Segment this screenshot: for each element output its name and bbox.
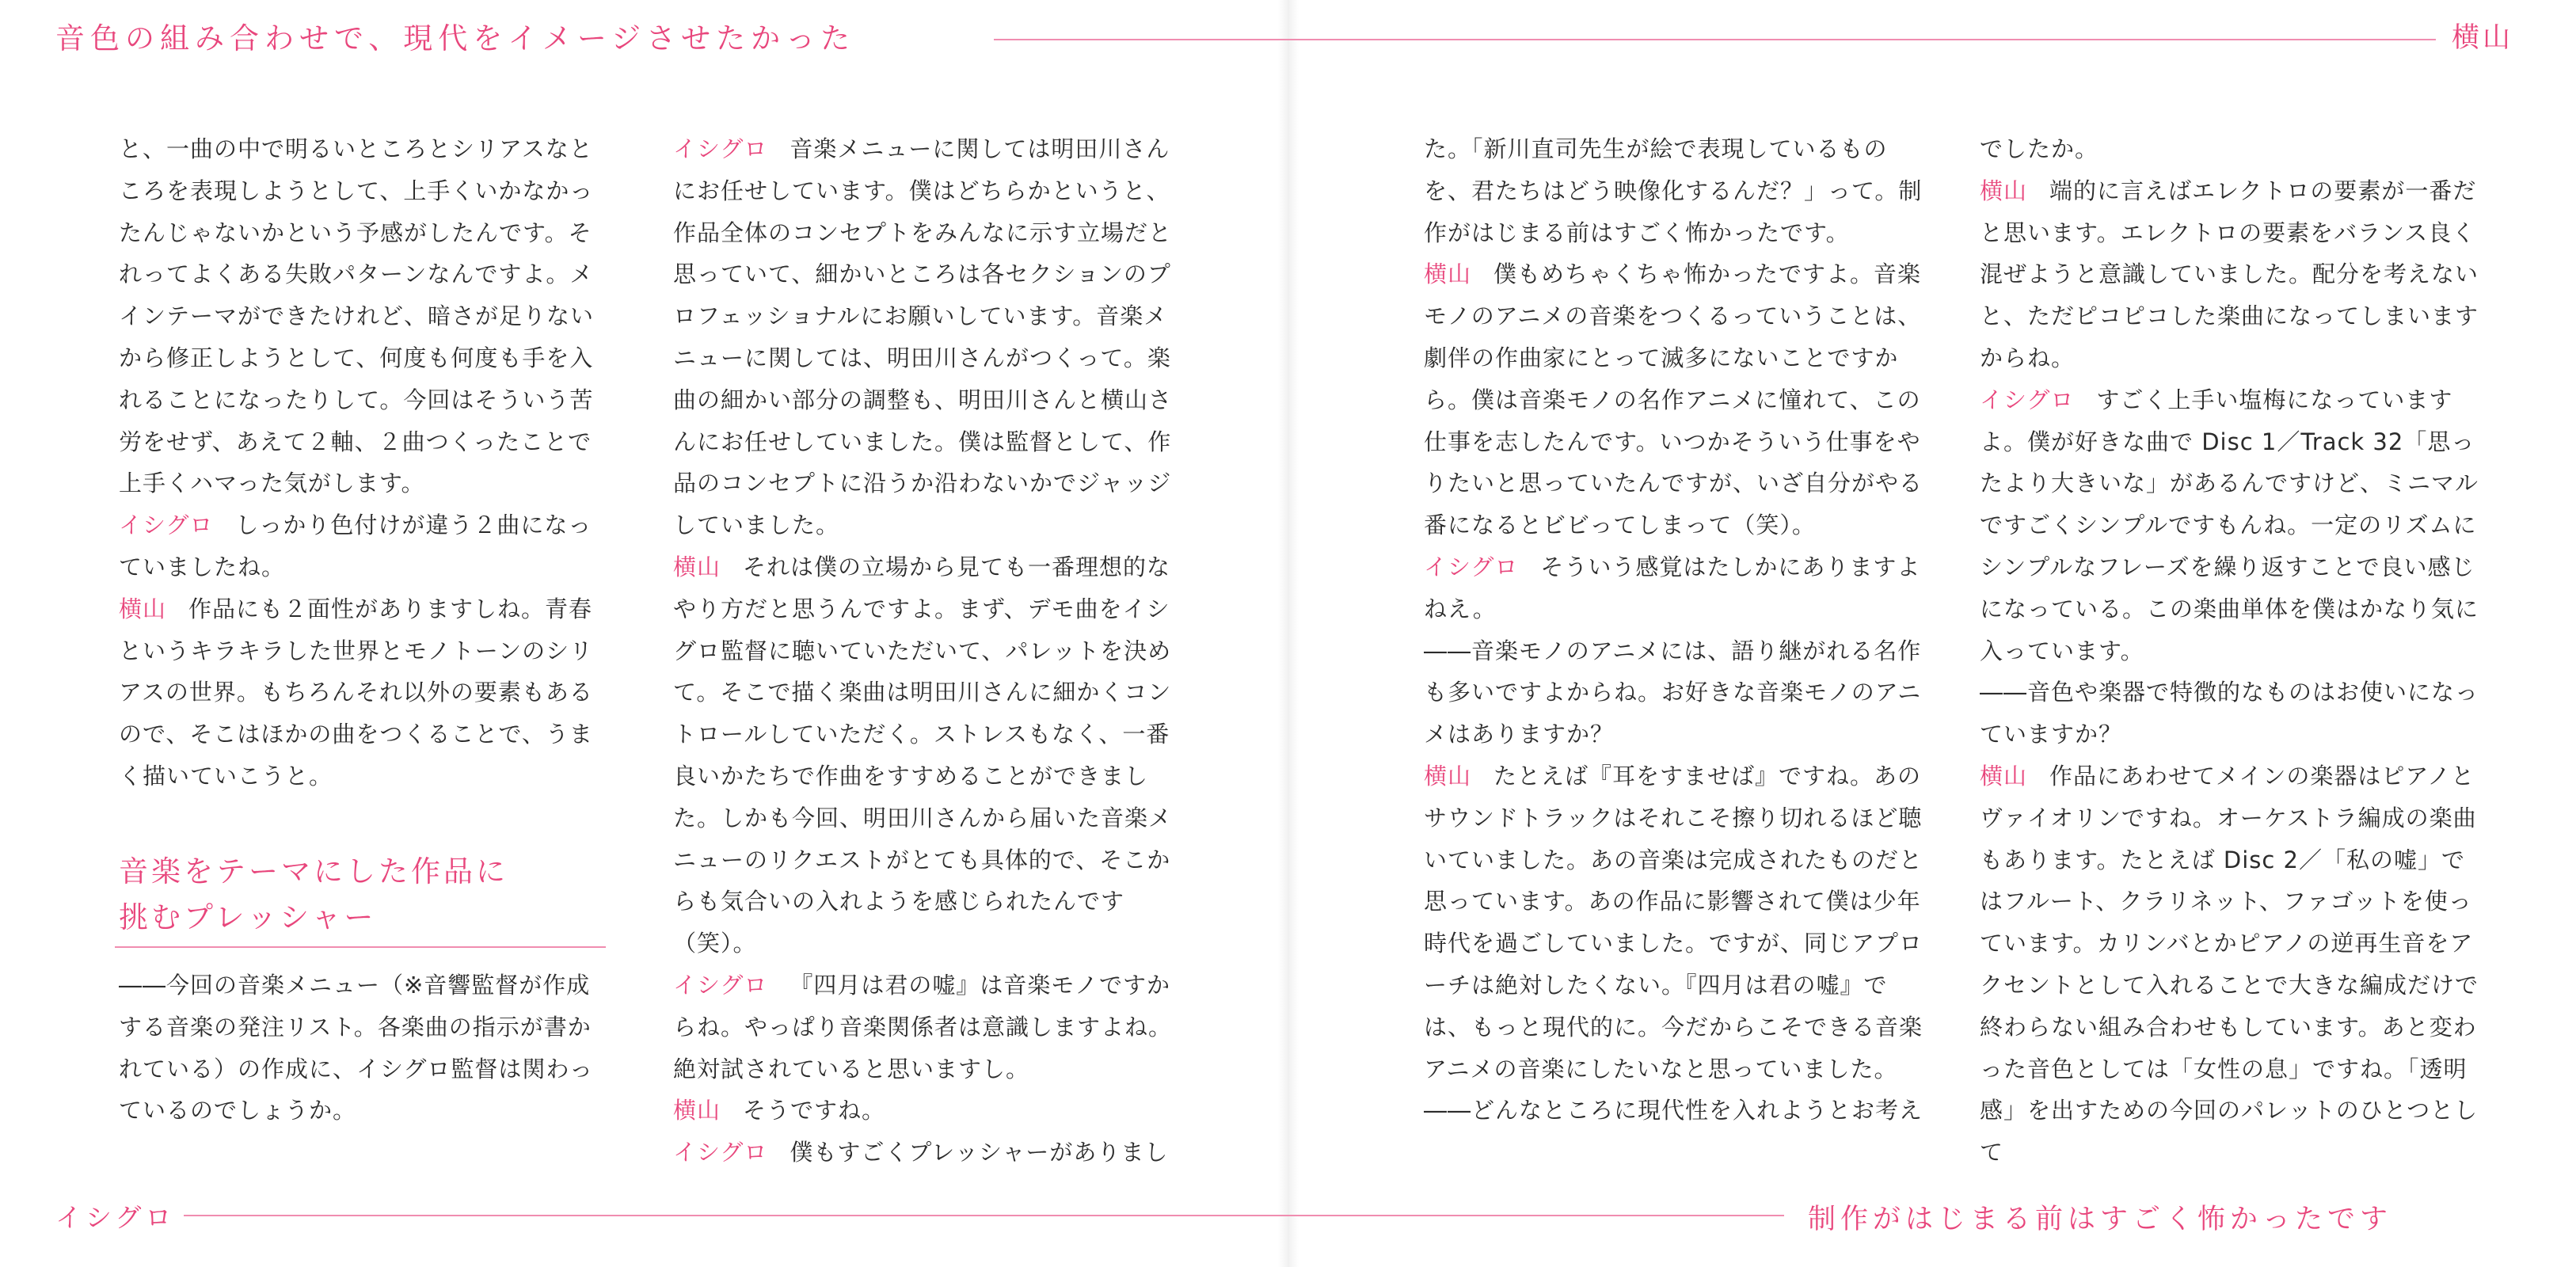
paragraph-text: ――どんなところに現代性を入れようとお考え	[1424, 1097, 1923, 1124]
header-rule-right	[1288, 39, 2436, 40]
paragraph-text: 作品にあわせてメインの楽器はピアノとヴァイオリンですね。オーケストラ編成の楽曲もあります。たとえば Disc 2／「私の嘘」ではフルート、クラリネット、ファゴットを使っています。カリンバとかピアノの逆再生音をアクセントとして入れることで大きな編成だけで終わらない組み合わせもしています。あと変わった音色としては「女性の息」ですね。「透明感」を出すための今回のパレットのひとつとして	[1980, 762, 2479, 1166]
paragraph-text: 僕もめちゃくちゃ怖かったですよ。音楽モノのアニメの音楽をつくるっていうことは、劇伴の作曲家にとって滅多にないことですから。僕は音楽モノの名作アニメに憧れて、この仕事を志したんです。いつかそういう仕事をやりたいと思っていたんですが、いざ自分がやる番になるとビビってしまって（笑）。	[1424, 261, 1923, 539]
paragraph	[1980, 379, 2487, 672]
page-gutter	[1278, 0, 1299, 1267]
paragraph	[1424, 755, 1923, 1090]
speaker-label: 横山	[119, 595, 167, 622]
speaker-label: イシグロ	[119, 512, 214, 539]
paragraph	[1980, 672, 2487, 755]
speaker-label: イシグロ	[673, 1139, 768, 1166]
paragraph	[673, 1132, 1172, 1174]
paragraph-text: たとえば『耳をすませば』ですね。あのサウンドトラックはそれこそ擦り切れるほど聴いていました。あの音楽は完成されたものだと思っています。あの作品に影響されて僕は少年時代を過ごしていました。ですが、同じアプローチは絶対したくない。『四月は君の嘘』では、もっと現代的に。今だからこそできる音楽アニメの音楽にしたいなと思っていました。	[1424, 762, 1923, 1082]
paragraph	[673, 965, 1172, 1090]
paragraph	[1424, 128, 1923, 253]
paragraph-text: 『四月は君の嘘』は音楽モノですからね。やっぱり音楽関係者は意識しますよね。絶対試されていると思いますし。	[673, 971, 1173, 1082]
paragraph	[1980, 170, 2487, 379]
section-divider	[115, 946, 606, 948]
paragraph-text: ――今回の音楽メニュー（※音響監督が作成する音楽の発注リスト。各楽曲の指示が書かれている）の作成に、イシグロ監督は関わっているのでしょうか。	[119, 972, 594, 1124]
column-2	[673, 128, 1172, 1174]
speaker-label: 横山	[1424, 762, 1472, 789]
paragraph-text: しっかり色付けが違う２曲になっていましたね。	[119, 512, 592, 580]
paragraph-text: それは僕の立場から見ても一番理想的なやり方だと思うんですよ。まず、デモ曲をイシグロ監督に聴いていただいて、パレットを決めて。そこで描く楽曲は明田川さんに細かくコントロールしていただく。ストレスもなく、一番良いかたちで作曲をすすめることができました。しかも今回、明田川さんから届いた音楽メニューのリクエストがとても具体的で、そこからも気合いの入れようを感じられたんです（笑）。	[673, 553, 1173, 957]
speaker-label: 横山	[1424, 261, 1472, 288]
section-heading	[119, 849, 508, 941]
section-heading-line2: 挑むプレッシャー	[119, 900, 377, 934]
speaker-label: イシグロ	[673, 971, 768, 999]
paragraph-text: と、一曲の中で明るいところとシリアスなところを表現しようとして、上手くいかなかったんじゃないかという予感がしたんです。それってよくある失敗パターンなんですよ。メインテーマができたけれど、暗さが足りないから修正しようとして、何度も何度も手を入れることになったりして。今回はそういう苦労をせず、あえて２軸、２曲つくったことで上手くハマった気がします。	[119, 135, 595, 497]
paragraph	[1424, 630, 1923, 755]
speaker-label: 横山	[673, 1097, 721, 1124]
footer-speaker-name: イシグロ	[55, 1202, 176, 1233]
paragraph	[1980, 128, 2487, 170]
paragraph-text: でしたか。	[1980, 135, 2099, 162]
speaker-label: 横山	[1980, 762, 2028, 789]
speaker-label: 横山	[1980, 177, 2028, 204]
speaker-label: 横山	[673, 553, 721, 580]
footer-rule-left	[184, 1215, 1288, 1216]
paragraph-text: すごく上手い塩梅になっていますよ。僕が好きな曲で Disc 1／Track 32「思ったより大きいな」があるんですけど、ミニマルですごくシンプルですもんね。一定のリズムにシンプルなフレーズを繰り返すことで良い感じになっている。この楽曲単体を僕はかなり気に入っています。	[1980, 386, 2479, 664]
paragraph	[1980, 755, 2487, 1174]
paragraph-text: 僕もすごくプレッシャーがありまし	[790, 1139, 1169, 1166]
speaker-label: イシグロ	[1980, 386, 2075, 413]
speaker-label: イシグロ	[1424, 553, 1519, 580]
paragraph-text: た。「新川直司先生が絵で表現しているものを、君たちはどう映像化するんだ？」って。制作がはじまる前はすごく怖かったです。	[1424, 135, 1923, 246]
paragraph	[119, 965, 606, 1132]
footer-rule-right	[1288, 1215, 1784, 1216]
column-3	[1424, 128, 1923, 1132]
paragraph-text: 作品にも２面性がありますしね。青春というキラキラした世界とモノトーンのシリアスの世界。もちろんそれ以外の要素もあるので、そこはほかの曲をつくることで、うまく描いていこうと。	[119, 595, 594, 789]
header-speaker-name: 横山	[2452, 22, 2514, 54]
paragraph	[673, 546, 1172, 965]
paragraph	[119, 128, 606, 504]
paragraph-text: そういう感覚はたしかにありますよねえ。	[1424, 553, 1921, 622]
paragraph	[1424, 546, 1923, 630]
paragraph-text: そうですね。	[743, 1097, 886, 1124]
column-1	[119, 128, 606, 797]
column-4	[1980, 128, 2487, 1174]
speaker-label: イシグロ	[673, 135, 768, 162]
paragraph-text: 端的に言えばエレクトロの要素が一番だと思います。エレクトロの要素をバランス良く混ぜようと意識していました。配分を考えないと、ただピコピコした楽曲になってしまいますからね。	[1980, 177, 2479, 371]
paragraph-text: 音楽メニューに関しては明田川さんにお任せしています。僕はどちらかというと、作品全体のコンセプトをみんなに示す立場だと思っていて、細かいところは各セクションのプロフェッショナルにお願いしています。音楽メニューに関しては、明田川さんがつくって。楽曲の細かい部分の調整も、明田川さんと横山さんにお任せしていました。僕は監督として、作品のコンセプトに沿うか沿わないかでジャッジしていました。	[673, 135, 1173, 539]
page-header-title: 音色の組み合わせで、現代をイメージさせたかった	[55, 21, 856, 55]
paragraph-text: ――音楽モノのアニメには、語り継がれる名作も多いですよからね。お好きな音楽モノのアニメはありますか？	[1424, 637, 1922, 748]
paragraph	[1424, 253, 1923, 546]
paragraph-text: ――音色や楽器で特徴的なものはお使いになっていますか？	[1980, 679, 2479, 748]
paragraph	[1424, 1090, 1923, 1132]
paragraph	[673, 128, 1172, 546]
paragraph	[119, 588, 606, 797]
header-rule-left	[994, 39, 1288, 40]
column-1-lower	[119, 965, 606, 1132]
paragraph	[673, 1090, 1172, 1132]
paragraph	[119, 504, 606, 588]
section-heading-line1: 音楽をテーマにした作品に	[119, 854, 508, 888]
page-footer-title: 制作がはじまる前はすごく怖かったです	[1808, 1204, 2393, 1235]
